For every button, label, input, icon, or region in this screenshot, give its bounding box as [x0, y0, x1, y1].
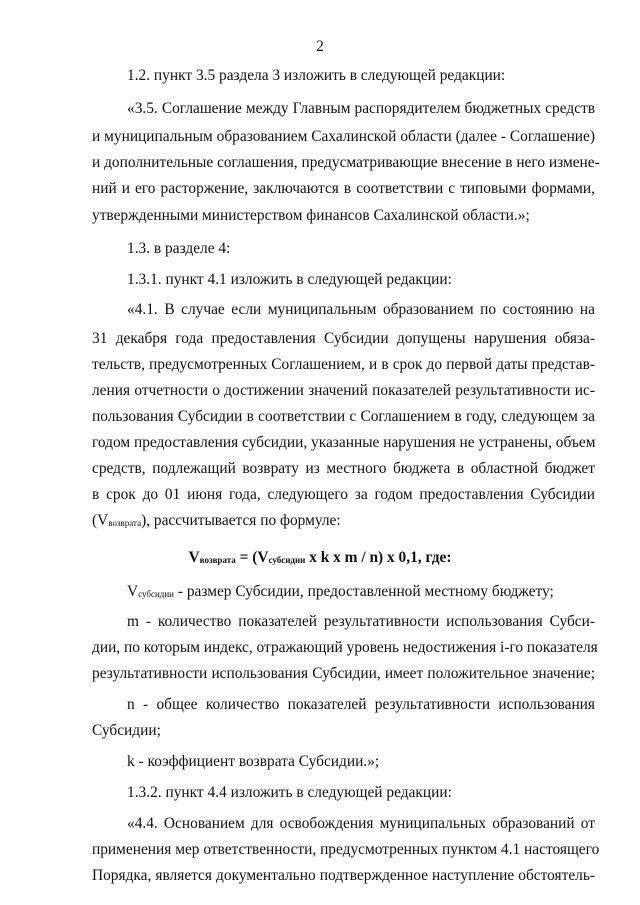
- paragraph-line: k - коэффициент возврата Субсидии.»;: [127, 753, 380, 770]
- paragraph-line: и дополнительные соглашения, предусматривающие внесение в него измене-: [92, 154, 600, 171]
- formula-v: V: [257, 549, 269, 566]
- symbol-v: V: [127, 583, 139, 600]
- paragraph-text: ), рассчитывается по формуле:: [141, 512, 341, 529]
- symbol-subscript: субсидии: [138, 589, 174, 599]
- paragraph-line: «3.5. Соглашение между Главным распорядителем бюджетных средств: [127, 100, 595, 117]
- paragraph-line: применения мер ответственности, предусмотренных пунктом 4.1 настоящего: [92, 841, 600, 858]
- formula: [0, 548, 640, 569]
- paragraph-line: 31 декабря года предоставления Субсидии допущены нарушения обяза-: [92, 330, 595, 347]
- paragraph-line: n - общее количество показателей результативности использования: [127, 696, 595, 713]
- symbol-v: V: [97, 512, 109, 529]
- paragraph-text: - размер Субсидии, предоставленной местному бюджету;: [177, 583, 554, 600]
- formula-text: = (: [235, 549, 258, 566]
- paragraph-line: пользования Субсидии в соответствии с Соглашением в году, следующем за: [92, 408, 595, 425]
- paragraph-line: «4.4. Основанием для освобождения муниципальных образований от: [127, 815, 595, 832]
- page-number: 2: [316, 38, 324, 55]
- paragraph-line: результативности использования Субсидии, имеет положительное значение;: [92, 665, 595, 682]
- paragraph-line: 1.2. пункт 3.5 раздела 3 изложить в следующей редакции:: [127, 67, 506, 84]
- formula-subscript: субсидии: [268, 555, 306, 565]
- paragraph-line: и муниципальным образованием Сахалинской области (далее - Соглашение): [92, 128, 595, 145]
- symbol-subscript: возврата: [108, 518, 142, 528]
- paragraph-line: утвержденными министерством финансов Сахалинской области.»;: [92, 207, 530, 224]
- symbol-paren: (: [92, 512, 98, 529]
- paragraph-line: в срок до 01 июня года, следующего за годом предоставления Субсидии: [92, 486, 595, 503]
- paragraph-line: годом предоставления субсидии, указанные нарушения не устранены, объем: [92, 434, 596, 451]
- formula-v: V: [188, 549, 200, 566]
- paragraph-line: средств, подлежащий возврату из местного бюджета в областной бюджет: [92, 460, 595, 477]
- paragraph-line: 1.3.2. пункт 4.4 изложить в следующей редакции:: [127, 784, 452, 801]
- paragraph-line: [92, 511, 341, 532]
- paragraph-line: m - количество показателей результативности использования Субси-: [127, 613, 595, 630]
- paragraph-line: тельств, предусмотренных Соглашением, и в срок до первой даты представ-: [92, 356, 595, 373]
- paragraph-line: ления отчетности о достижении значений показателей результативности ис-: [92, 382, 595, 399]
- paragraph-line: Порядка, является документально подтвержденное наступление обстоятель-: [92, 867, 595, 884]
- paragraph-line: 1.3. в разделе 4:: [127, 240, 231, 257]
- formula-subscript: возврата: [199, 555, 236, 565]
- paragraph-line: Субсидии;: [92, 722, 161, 739]
- formula-text: x k x m / n) x 0,1, где:: [305, 549, 452, 566]
- paragraph-line: 1.3.1. пункт 4.1 изложить в следующей редакции:: [127, 271, 452, 288]
- paragraph-line: ний и его расторжение, заключаются в соответствии с типовыми формами,: [92, 180, 595, 197]
- paragraph-line: [127, 582, 554, 603]
- paragraph-line: дии, по которым индекс, отражающий уровень недостижения i-го показателя: [92, 639, 598, 656]
- paragraph-line: «4.1. В случае если муниципальным образованием по состоянию на: [127, 301, 595, 318]
